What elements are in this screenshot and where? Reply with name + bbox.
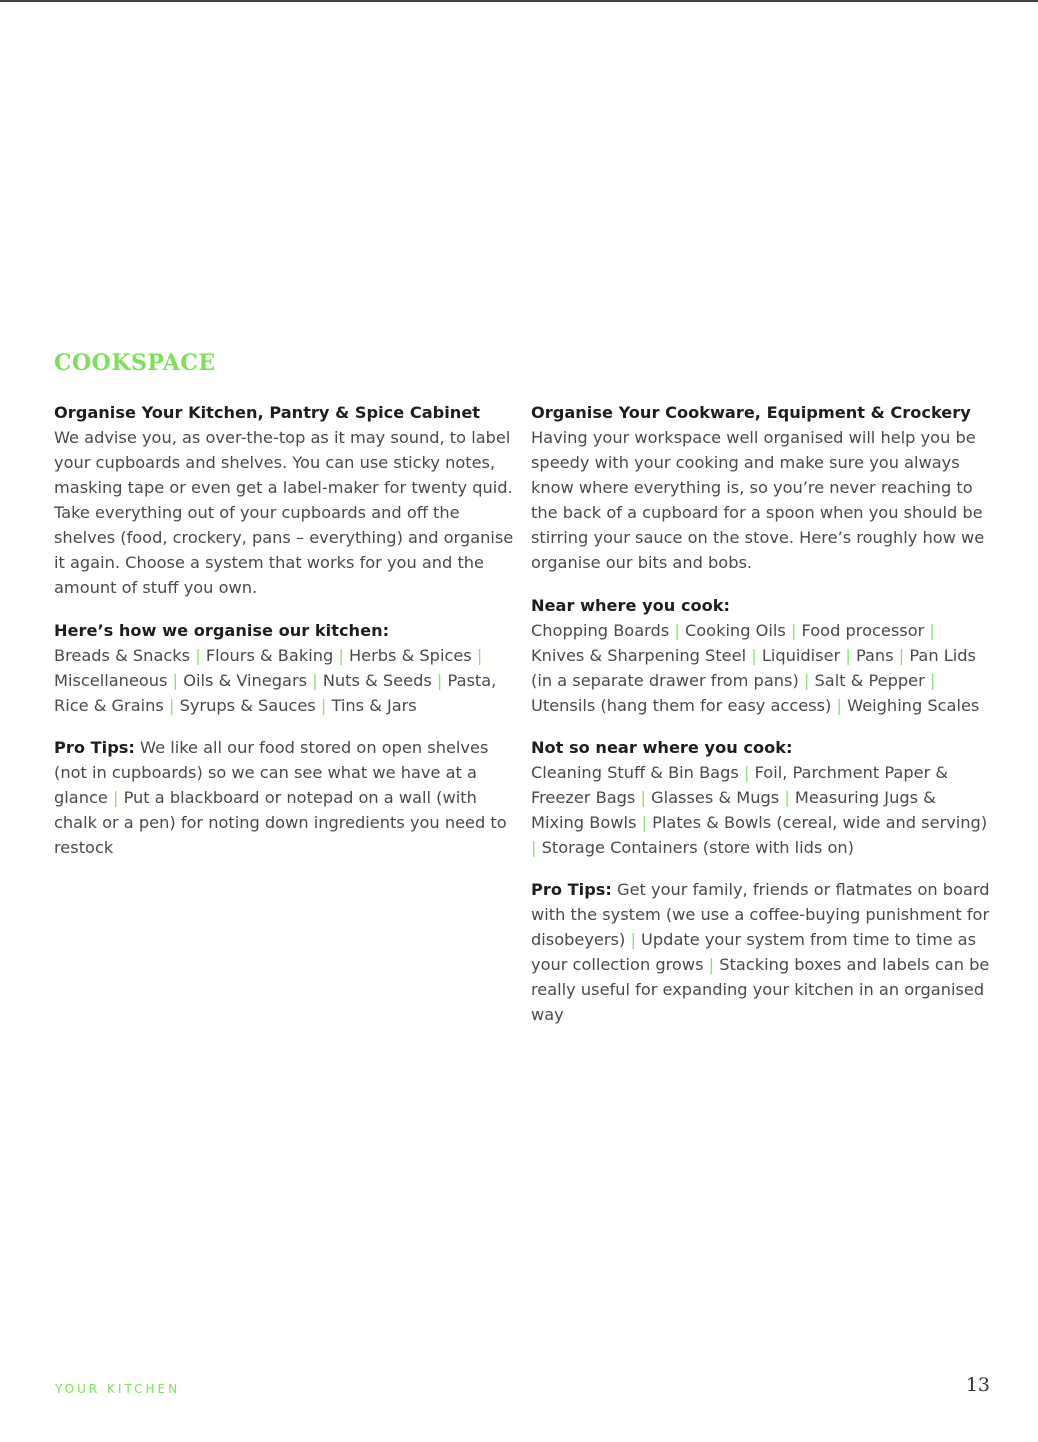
list-separator: |: [307, 671, 323, 690]
near-cook-block: [531, 593, 991, 718]
list-separator: |: [779, 788, 795, 807]
list-separator: |: [924, 621, 935, 640]
list-item: Oils & Vinegars: [183, 671, 308, 690]
footer-section-label: YOUR KITCHEN: [55, 1382, 181, 1396]
section-title: COOKSPACE: [54, 350, 216, 376]
list-item: Cooking Oils: [684, 621, 786, 640]
far-cook-heading: Not so near where you cook:: [531, 738, 793, 757]
list-item: Stacking boxes and labels can be really useful for expanding your kitchen in an organised way: [531, 955, 990, 1024]
right-intro: Having your workspace well organised will help you be speedy with your cooking and make sure you always know where everything is, so you’re never reaching to the back of a cupboard for a spoon when you should be stirring your sauce on the stove. Here’s roughly how we organise our bits and bobs.: [531, 428, 985, 572]
list-item: Update your system from time to time as your collection grows: [531, 930, 977, 974]
list-separator: |: [831, 696, 848, 715]
list-separator: |: [315, 696, 332, 715]
list-item: Herbs & Spices: [348, 646, 472, 665]
list-item: Utensils (hang them for easy access): [531, 696, 832, 715]
list-separator: |: [167, 671, 184, 690]
right-column: [531, 400, 991, 1044]
list-item: Plates & Bowls (cereal, wide and serving): [652, 813, 988, 832]
list-separator: |: [625, 930, 642, 949]
list-item: Food processor: [801, 621, 925, 640]
kitchen-list-block: [54, 618, 516, 718]
list-item: Foil, Parchment Paper & Freezer Bags: [531, 763, 948, 807]
right-heading: Organise Your Cookware, Equipment & Crockery: [531, 403, 971, 422]
right-pro-tips: [531, 877, 991, 1027]
far-cook-block: [531, 735, 991, 860]
list-item: Glasses & Mugs: [651, 788, 780, 807]
near-cook-heading: Near where you cook:: [531, 596, 731, 615]
list-item: Measuring Jugs & Mixing Bowls: [531, 788, 936, 832]
list-separator: |: [703, 955, 720, 974]
left-pro-tips: [54, 735, 516, 860]
list-item: Chopping Boards: [531, 621, 670, 640]
list-item: Flours & Baking: [205, 646, 334, 665]
left-column: [54, 400, 516, 877]
list-item: We like all our food stored on open shelves (not in cupboards) so we can see what we have at a glance: [54, 738, 489, 807]
list-item: Get your family, friends or flatmates on board with the system (we use a coffee-buying punishment for disobeyers): [531, 880, 990, 949]
list-item: Storage Containers (store with lids on): [541, 838, 854, 857]
list-separator: |: [746, 646, 762, 665]
list-separator: |: [669, 621, 685, 640]
list-item: Pasta, Rice & Grains: [54, 671, 497, 715]
list-item: Salt & Pepper: [814, 671, 925, 690]
near-cook-list: [531, 618, 991, 718]
list-item: Put a blackboard or notepad on a wall (with chalk or a pen) for noting down ingredients you need to restock: [54, 788, 507, 857]
page-number: 13: [965, 1374, 990, 1396]
list-separator: |: [163, 696, 180, 715]
list-separator: |: [798, 671, 815, 690]
left-pro-tips-label: Pro Tips:: [54, 738, 135, 757]
list-separator: |: [107, 788, 124, 807]
list-separator: |: [924, 671, 936, 690]
list-item: Liquidiser: [761, 646, 841, 665]
kitchen-list-heading: Here’s how we organise our kitchen:: [54, 621, 390, 640]
list-separator: |: [531, 838, 542, 857]
far-cook-list: [531, 760, 991, 860]
left-intro: We advise you, as over-the-top as it may sound, to label your cupboards and shelves. You can use sticky notes, masking tape or even get a label-maker for twenty quid. Take everything out of your cupboards and off the shelves (food, crockery, pans – everything) and organise it again. Choose a system that works for you and the amount of stuff you own.: [54, 428, 514, 597]
list-item: Syrups & Sauces: [179, 696, 316, 715]
list-separator: |: [738, 763, 755, 782]
list-separator: |: [893, 646, 910, 665]
kitchen-list: [54, 643, 516, 718]
list-item: Nuts & Seeds: [322, 671, 432, 690]
top-edge-rule: [0, 0, 1038, 2]
list-item: Pans: [855, 646, 894, 665]
list-item: Weighing Scales: [847, 696, 980, 715]
list-item: Pan Lids (in a separate drawer from pans): [531, 646, 976, 690]
list-separator: |: [636, 813, 653, 832]
right-pro-tips-list: [531, 880, 990, 1024]
list-item: Miscellaneous: [54, 671, 168, 690]
list-separator: |: [785, 621, 802, 640]
list-item: Cleaning Stuff & Bin Bags: [531, 763, 739, 782]
list-separator: |: [471, 646, 483, 665]
list-separator: |: [635, 788, 652, 807]
list-item: Tins & Jars: [331, 696, 417, 715]
left-heading: Organise Your Kitchen, Pantry & Spice Cabinet: [54, 403, 481, 422]
list-separator: |: [431, 671, 448, 690]
list-item: Knives & Sharpening Steel: [531, 646, 747, 665]
list-separator: |: [190, 646, 206, 665]
list-item: Breads & Snacks: [54, 646, 191, 665]
list-separator: |: [333, 646, 349, 665]
list-separator: |: [840, 646, 856, 665]
right-pro-tips-label: Pro Tips:: [531, 880, 612, 899]
